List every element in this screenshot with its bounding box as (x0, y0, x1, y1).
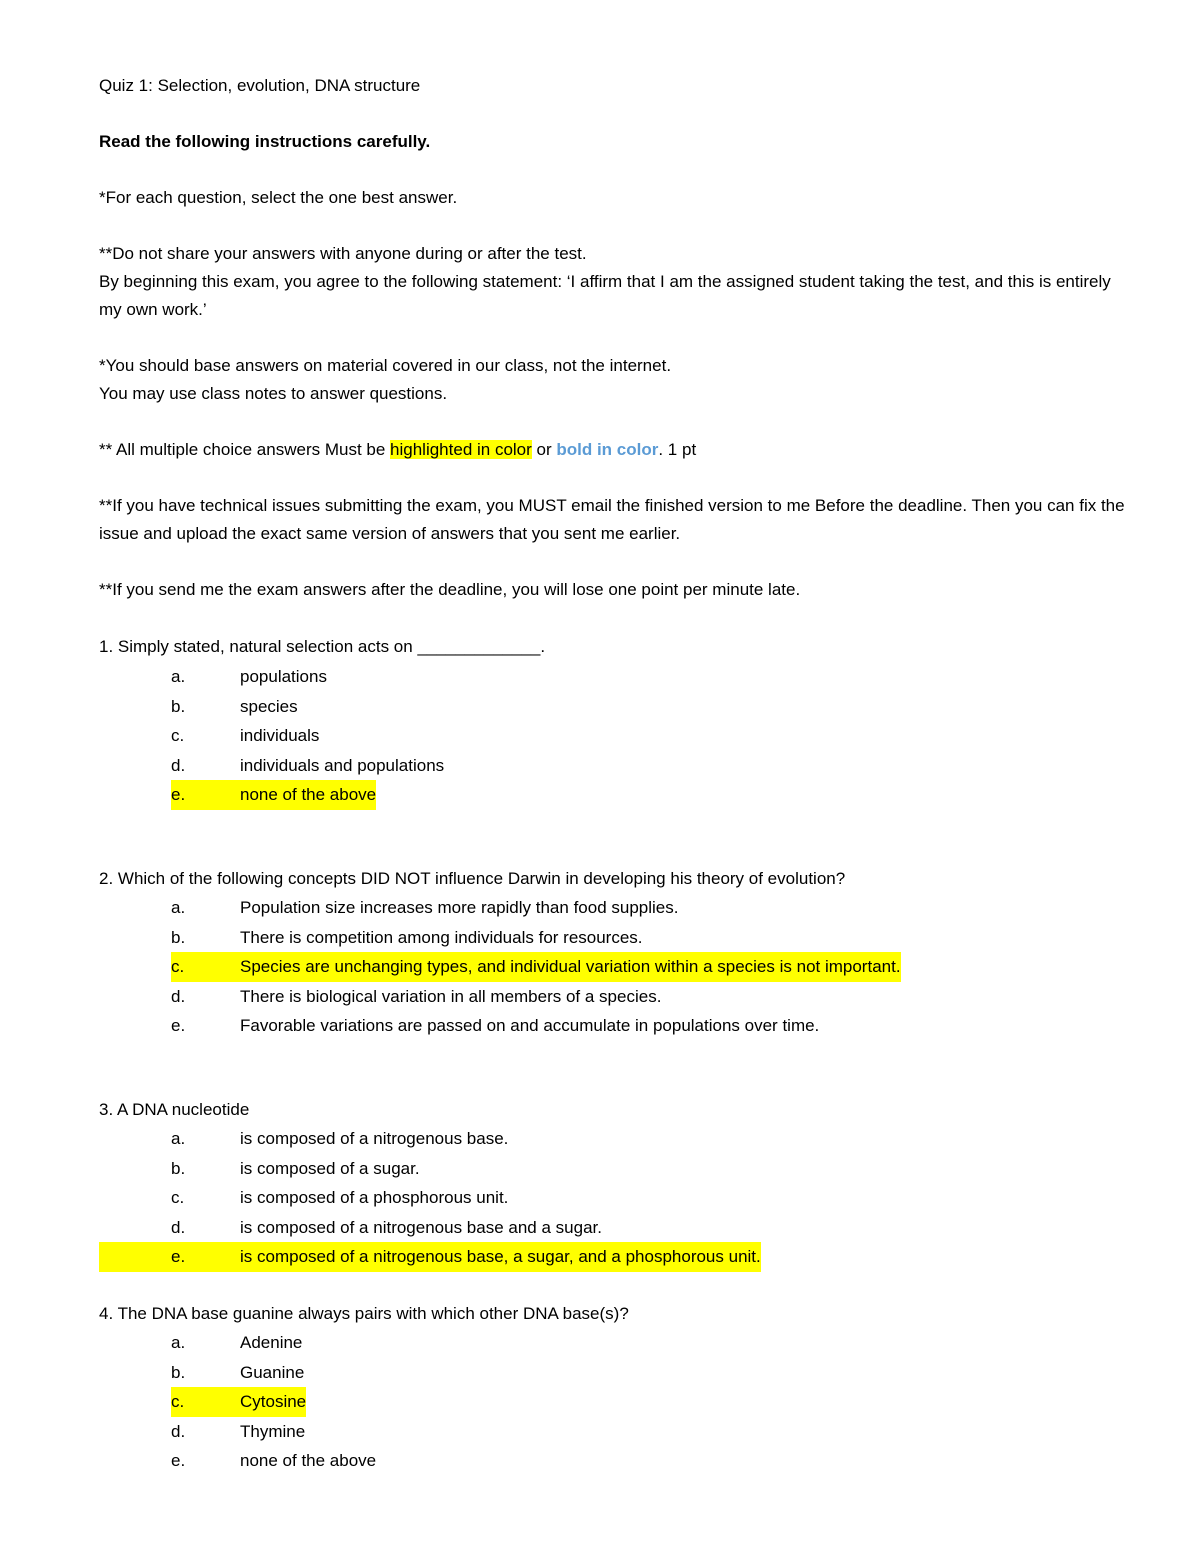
question-2-prompt: 2. Which of the following concepts DID NOT influence Darwin in developing his theory of evolution? (99, 868, 846, 888)
option-letter: b. (171, 696, 186, 716)
option-text: is composed of a nitrogenous base and a sugar. (240, 1217, 602, 1237)
option-text: is composed of a sugar. (240, 1158, 420, 1178)
option-letter: e. (171, 1247, 186, 1267)
question-2-option-c-selected[interactable] (99, 952, 1129, 982)
instruction-text: ** All multiple choice answers Must be (99, 440, 391, 459)
highlight-example: highlighted in color (390, 440, 532, 459)
quiz-document (99, 72, 1129, 1476)
option-letter: c. (171, 957, 185, 977)
option-text: Population size increases more rapidly than food supplies. (240, 897, 679, 917)
option-letter: e. (171, 1016, 186, 1036)
question-4-option-b[interactable] (99, 1358, 1129, 1388)
instruction-line: *You should base answers on material covered in our class, not the internet. (99, 356, 672, 375)
option-letter: a. (171, 667, 186, 686)
option-letter: b. (171, 1158, 186, 1178)
option-letter: c. (171, 1392, 185, 1412)
instruction-text: . 1 pt (658, 440, 697, 459)
question-4-option-e[interactable] (99, 1446, 1129, 1476)
option-letter: d. (171, 1217, 186, 1237)
option-text: Favorable variations are passed on and accumulate in populations over time. (240, 1016, 820, 1036)
instruction-line-answer-format (99, 436, 1129, 464)
option-letter: a. (171, 897, 186, 917)
option-letter: c. (171, 1188, 185, 1208)
question-2-option-e[interactable] (99, 1011, 1129, 1041)
question-1-option-b[interactable] (99, 692, 1129, 722)
option-letter: d. (171, 755, 186, 775)
option-text: none of the above (240, 1451, 377, 1471)
question-1-option-a[interactable] (99, 662, 1129, 692)
option-letter: a. (171, 1332, 186, 1352)
question-3-option-e-selected[interactable] (99, 1242, 1129, 1272)
question-2-option-d[interactable] (99, 982, 1129, 1012)
question-3-prompt: 3. A DNA nucleotide (99, 1099, 250, 1119)
quiz-title: Quiz 1: Selection, evolution, DNA structure (99, 76, 421, 95)
option-text: Thymine (240, 1421, 306, 1441)
option-letter: c. (171, 726, 185, 746)
question-1-prompt: 1. Simply stated, natural selection acts on _____________. (99, 637, 546, 656)
instruction-line: **Do not share your answers with anyone during or after the test. (99, 244, 587, 263)
option-letter: d. (171, 986, 186, 1006)
question-3-option-d[interactable] (99, 1213, 1129, 1243)
bold-color-example: bold in color (556, 440, 659, 459)
option-letter: d. (171, 1421, 186, 1441)
option-text: Species are unchanging types, and individual variation within a species is not important. (240, 957, 901, 977)
option-text: Adenine (240, 1332, 303, 1352)
question-2-option-a[interactable] (99, 893, 1129, 923)
option-letter: b. (171, 927, 186, 947)
question-4-option-a[interactable] (99, 1328, 1129, 1358)
instruction-line: You may use class notes to answer questions. (99, 384, 448, 403)
option-text: is composed of a nitrogenous base, a sugar, and a phosphorous unit. (240, 1247, 761, 1267)
option-letter: e. (171, 1451, 186, 1471)
instruction-line: *For each question, select the one best answer. (99, 188, 458, 207)
option-text: There is competition among individuals for resources. (240, 927, 643, 947)
question-2-option-b[interactable] (99, 923, 1129, 953)
instruction-text: or (531, 440, 557, 459)
instructions-heading: Read the following instructions carefully. (99, 132, 431, 151)
question-4-prompt: 4. The DNA base guanine always pairs with which other DNA base(s)? (99, 1303, 629, 1323)
option-text: Cytosine (240, 1392, 307, 1412)
instruction-line: By beginning this exam, you agree to the following statement: ‘I affirm that I am the assigned student taking the test, and this is entirely my own work.’ (99, 272, 1111, 319)
question-4-option-c-selected[interactable] (99, 1387, 1129, 1417)
option-letter: e. (171, 785, 186, 805)
option-text: There is biological variation in all members of a species. (240, 986, 662, 1006)
instruction-line: **If you have technical issues submitting the exam, you MUST email the finished version to me Before the deadline. Then you can fix the issue and upload the exact same version of answers that you sent me earlier. (99, 496, 1125, 543)
option-text: species (240, 696, 298, 716)
question-1-option-d[interactable] (99, 751, 1129, 781)
option-letter: b. (171, 1362, 186, 1382)
question-3-option-a[interactable] (99, 1124, 1129, 1154)
option-text: is composed of a phosphorous unit. (240, 1188, 509, 1208)
question-1-option-e-selected[interactable] (99, 780, 1129, 810)
instruction-line: **If you send me the exam answers after the deadline, you will lose one point per minute late. (99, 580, 801, 599)
option-letter: a. (171, 1128, 186, 1148)
option-text: populations (240, 667, 327, 686)
option-text: individuals and populations (240, 755, 445, 775)
question-4-option-d[interactable] (99, 1417, 1129, 1447)
option-text: none of the above (240, 785, 377, 805)
option-text: Guanine (240, 1362, 305, 1382)
question-3-option-c[interactable] (99, 1183, 1129, 1213)
option-text: individuals (240, 726, 320, 746)
question-3-option-b[interactable] (99, 1154, 1129, 1184)
question-1-option-c[interactable] (99, 721, 1129, 751)
option-text: is composed of a nitrogenous base. (240, 1128, 509, 1148)
